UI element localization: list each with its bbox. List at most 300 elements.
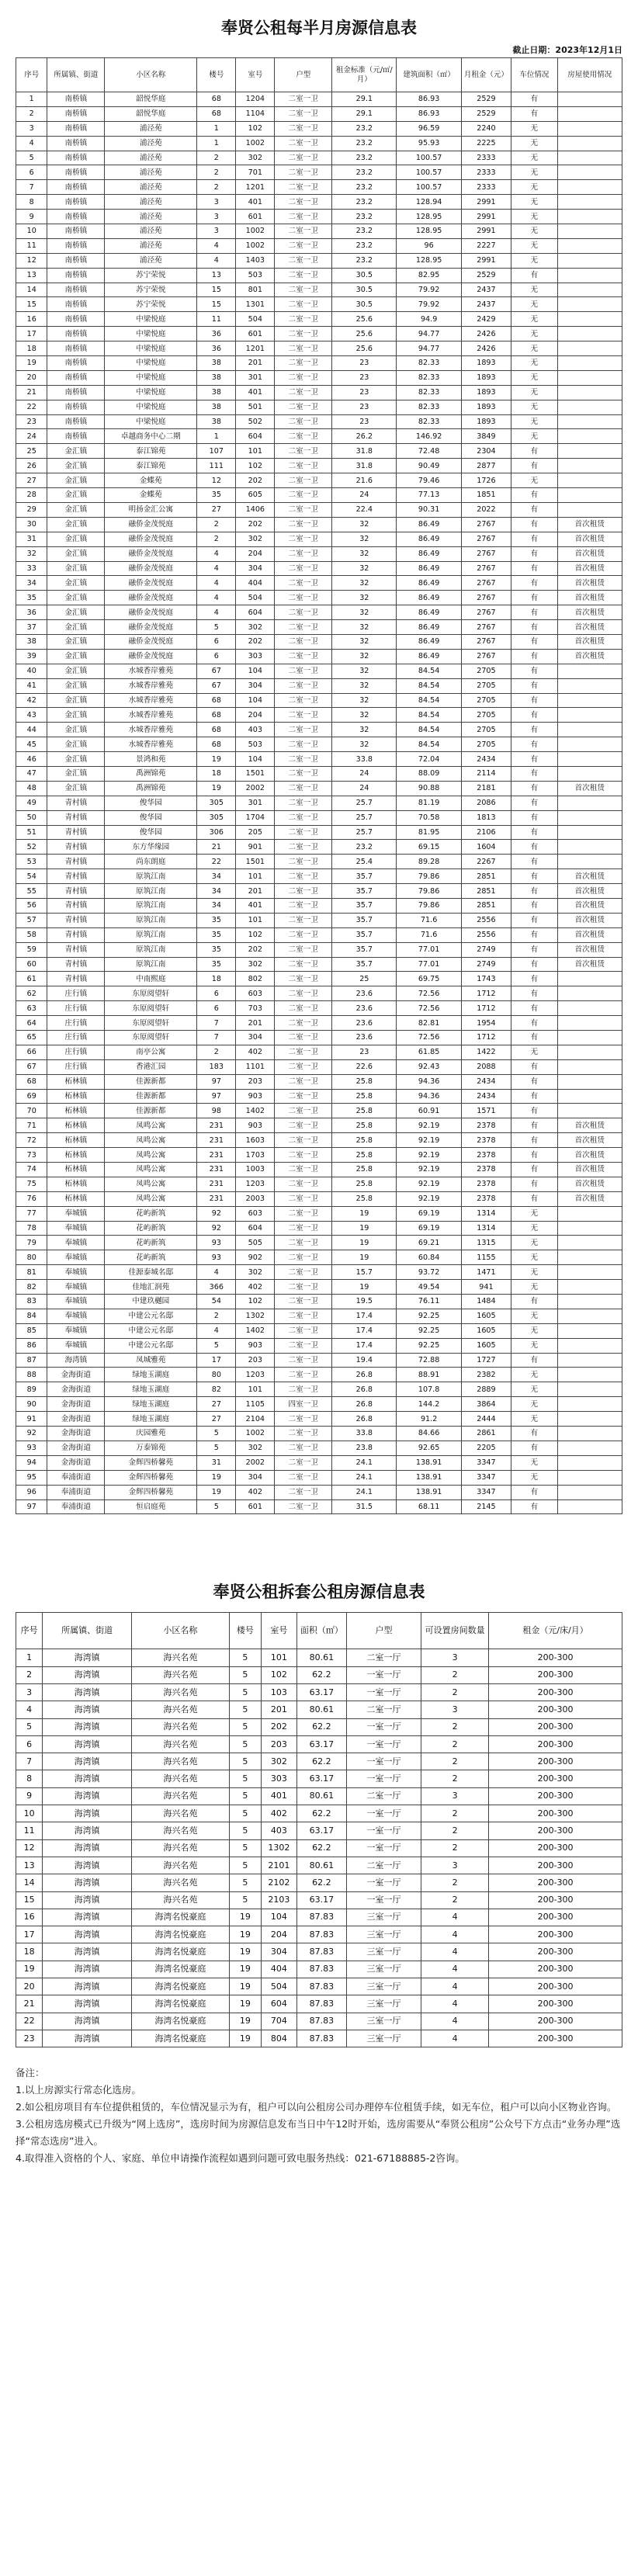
table-cell: 一室一厅 — [346, 1874, 421, 1891]
table-cell: 183 — [197, 1059, 236, 1074]
table-cell: 103 — [262, 1683, 297, 1701]
table-cell: 1501 — [236, 855, 275, 869]
table-cell: 36 — [197, 342, 236, 356]
table-cell — [557, 370, 622, 385]
table-cell: 366 — [197, 1280, 236, 1295]
table-cell: 24 — [332, 488, 397, 503]
table-cell: 无 — [511, 385, 558, 400]
table-cell: 49 — [16, 796, 47, 810]
table-cell: 22 — [16, 2013, 43, 2030]
table-cell: 93 — [197, 1250, 236, 1265]
table-cell: 有 — [511, 532, 558, 546]
table-cell: 87.83 — [296, 1961, 346, 1978]
table-cell: 有 — [511, 840, 558, 855]
table-cell: 92.19 — [397, 1177, 461, 1191]
table-cell: 二室一卫 — [275, 1191, 332, 1206]
table-row — [16, 210, 622, 224]
table-cell — [557, 1499, 622, 1514]
table-cell: 有 — [511, 1031, 558, 1045]
table-cell: 15.7 — [332, 1265, 397, 1280]
table-cell: 4 — [197, 605, 236, 620]
table-cell: 60.91 — [397, 1104, 461, 1118]
table-cell: 231 — [197, 1118, 236, 1133]
table-cell: 63.17 — [296, 1822, 346, 1839]
table-cell: 5 — [229, 1683, 261, 1701]
table-cell: 二室一卫 — [275, 356, 332, 371]
table-cell: 2 — [421, 1753, 489, 1770]
table-cell: 32 — [332, 561, 397, 576]
table-cell: 5 — [197, 620, 236, 635]
table-cell: 有 — [511, 1427, 558, 1441]
table-cell: 金汇镇 — [47, 737, 105, 752]
table-cell: 25.8 — [332, 1191, 397, 1206]
table-cell: 海兴名苑 — [131, 1857, 229, 1874]
table-cell: 32 — [332, 723, 397, 737]
table-row — [16, 591, 622, 605]
table-cell: 138.91 — [397, 1485, 461, 1499]
table-cell: 有 — [511, 1059, 558, 1074]
table-cell — [557, 1104, 622, 1118]
table-cell: 无 — [511, 1382, 558, 1397]
table-cell: 2378 — [461, 1148, 511, 1163]
table-cell: 90 — [16, 1397, 47, 1412]
table-cell: 1712 — [461, 1031, 511, 1045]
table-cell: 金汇镇 — [47, 605, 105, 620]
table-cell: 3347 — [461, 1455, 511, 1470]
table-cell — [557, 1089, 622, 1104]
table-cell: 32 — [332, 664, 397, 678]
table-cell: 二室一厅 — [346, 1701, 421, 1718]
table-cell: 恒启庭苑 — [105, 1499, 197, 1514]
table-cell: 中南熙庭 — [105, 972, 197, 986]
table-cell: 有 — [511, 913, 558, 927]
table-cell: 金汇镇 — [47, 546, 105, 561]
table-cell: 二室一卫 — [275, 766, 332, 781]
table-cell — [557, 810, 622, 825]
table-row — [16, 151, 622, 165]
table-cell: 2088 — [461, 1059, 511, 1074]
table-cell — [557, 1236, 622, 1250]
table-cell: 5 — [229, 1787, 261, 1805]
table-cell: 2767 — [461, 634, 511, 649]
table-cell: 128.95 — [397, 253, 461, 268]
table-cell: 二室一卫 — [275, 1368, 332, 1382]
table-cell: 231 — [197, 1148, 236, 1163]
table-cell: 2022 — [461, 502, 511, 517]
column-header: 小区名称 — [105, 58, 197, 92]
table-cell: 24.1 — [332, 1485, 397, 1499]
table-cell: 7 — [16, 1753, 43, 1770]
table-cell: 二室一卫 — [275, 591, 332, 605]
table-cell: 南桥镇 — [47, 121, 105, 136]
table-cell: 94 — [16, 1455, 47, 1470]
table-cell: 5 — [197, 1499, 236, 1514]
table-cell: 33.8 — [332, 752, 397, 767]
table-cell: 87.83 — [296, 1926, 346, 1943]
table-cell: 402 — [236, 1485, 275, 1499]
table-cell: 86.49 — [397, 649, 461, 664]
table-cell: 首次租赁 — [557, 532, 622, 546]
table-cell: 二室一卫 — [275, 1250, 332, 1265]
table-cell: 31 — [16, 532, 47, 546]
table-row — [16, 1163, 622, 1177]
table-cell: 无 — [511, 1397, 558, 1412]
table-cell: 中建公元名邸 — [105, 1338, 197, 1353]
table-cell: 402 — [262, 1805, 297, 1822]
table-cell: 2 — [197, 151, 236, 165]
table-cell: 二室一卫 — [275, 752, 332, 767]
table-cell: 二室一卫 — [275, 180, 332, 195]
table-cell: 1201 — [236, 180, 275, 195]
table-cell: 1315 — [461, 1236, 511, 1250]
table-cell — [557, 855, 622, 869]
table-cell: 海湾镇 — [43, 1701, 132, 1718]
table-cell — [557, 678, 622, 693]
table-cell: 柘林镇 — [47, 1191, 105, 1206]
table-cell: 海湾名悦豪庭 — [131, 1961, 229, 1978]
table-cell: 2333 — [461, 180, 511, 195]
table-cell: 1402 — [236, 1104, 275, 1118]
table-cell: 33 — [16, 561, 47, 576]
table-row — [16, 1250, 622, 1265]
table-cell: 二室一卫 — [275, 121, 332, 136]
table-cell: 花屿新筑 — [105, 1236, 197, 1250]
table-cell: 海湾镇 — [43, 1822, 132, 1839]
table-cell: 金汇镇 — [47, 576, 105, 591]
table-cell: 200-300 — [489, 1874, 622, 1891]
table-cell: 1406 — [236, 502, 275, 517]
table-cell: 19 — [16, 1961, 43, 1978]
table-cell: 10 — [16, 1805, 43, 1822]
column-header: 月租金（元） — [461, 58, 511, 92]
table-cell — [557, 429, 622, 444]
table-row — [16, 855, 622, 869]
table-cell: 青村镇 — [47, 957, 105, 972]
sublet-listing-table — [16, 1612, 622, 2047]
table-cell: 景鸿和苑 — [105, 752, 197, 767]
table-row — [16, 898, 622, 913]
table-cell: 5 — [229, 1839, 261, 1857]
table-cell: 1002 — [236, 224, 275, 239]
table-cell: 二室一卫 — [275, 898, 332, 913]
table-cell: 2426 — [461, 342, 511, 356]
table-cell: 25.8 — [332, 1163, 397, 1177]
table-cell: 海兴名苑 — [131, 1718, 229, 1735]
table-cell: 俊华园 — [105, 810, 197, 825]
table-cell: 25.6 — [332, 327, 397, 342]
table-cell: 二室一卫 — [275, 620, 332, 635]
table-cell: 1501 — [236, 766, 275, 781]
table-cell: 融侨金茂悦庭 — [105, 532, 197, 546]
table-cell: 禹洲锦苑 — [105, 781, 197, 796]
table-cell: 海湾镇 — [47, 1353, 105, 1368]
table-cell: 有 — [511, 1118, 558, 1133]
table-cell: 96.59 — [397, 121, 461, 136]
table-row — [16, 634, 622, 649]
table-cell: 32 — [332, 605, 397, 620]
table-cell: 92.19 — [397, 1191, 461, 1206]
table-cell: 二室一卫 — [275, 1089, 332, 1104]
table-cell — [557, 92, 622, 107]
table-cell: 38 — [197, 414, 236, 429]
table-cell: 苏宁荣悦 — [105, 283, 197, 297]
table-cell: 2 — [421, 1683, 489, 1701]
table-cell: 无 — [511, 1368, 558, 1382]
table-cell: 1726 — [461, 473, 511, 488]
table-cell: 1002 — [236, 136, 275, 151]
table-cell: 南桥镇 — [47, 297, 105, 312]
table-cell: 海兴名苑 — [131, 1666, 229, 1683]
table-cell: 金海街道 — [47, 1441, 105, 1455]
table-cell: 102 — [236, 927, 275, 942]
table-cell: 中梁悦庭 — [105, 342, 197, 356]
table-cell: 104 — [236, 693, 275, 708]
table-cell — [557, 1031, 622, 1045]
table-cell: 23.2 — [332, 121, 397, 136]
table-cell: 海湾名悦豪庭 — [131, 1909, 229, 1926]
table-cell: 1893 — [461, 400, 511, 414]
table-cell: 5 — [229, 1874, 261, 1891]
table-cell: 86.49 — [397, 591, 461, 605]
table-cell: 6 — [16, 1735, 43, 1753]
table-cell: 603 — [236, 986, 275, 1001]
table-cell: 17 — [16, 1926, 43, 1943]
table-cell: 35.7 — [332, 957, 397, 972]
table-cell: 中建公元名邸 — [105, 1323, 197, 1338]
table-cell: 69.19 — [397, 1221, 461, 1236]
table-cell: 1893 — [461, 414, 511, 429]
table-cell: 卓越商务中心二期 — [105, 429, 197, 444]
table-cell: 二室一卫 — [275, 1031, 332, 1045]
table-row — [16, 1770, 622, 1787]
table-cell: 25.4 — [332, 855, 397, 869]
table-row — [16, 1295, 622, 1309]
table-cell: 2556 — [461, 927, 511, 942]
table-row — [16, 664, 622, 678]
table-row — [16, 1148, 622, 1163]
table-cell: 1101 — [236, 1059, 275, 1074]
table-cell: 44 — [16, 723, 47, 737]
table-cell: 二室一卫 — [275, 414, 332, 429]
table-row — [16, 136, 622, 151]
table-cell: 有 — [511, 737, 558, 752]
table-cell: 138.91 — [397, 1455, 461, 1470]
table-cell — [557, 502, 622, 517]
table-cell: 23 — [332, 370, 397, 385]
table-cell: 76 — [16, 1191, 47, 1206]
table-cell: 72.88 — [397, 1353, 461, 1368]
table-cell: 3864 — [461, 1397, 511, 1412]
table-cell: 浦泾苑 — [105, 210, 197, 224]
table-cell: 22.4 — [332, 502, 397, 517]
table-cell: 融侨金茂悦庭 — [105, 546, 197, 561]
table-cell: 92.65 — [397, 1441, 461, 1455]
table-cell: 海湾镇 — [43, 1839, 132, 1857]
table-cell: 海湾镇 — [43, 1926, 132, 1943]
table-cell: 有 — [511, 781, 558, 796]
table-cell: 海湾镇 — [43, 1857, 132, 1874]
table-cell: 南桥镇 — [47, 327, 105, 342]
table-cell — [557, 1427, 622, 1441]
table-cell: 62 — [16, 986, 47, 1001]
table-cell: 62.2 — [296, 1874, 346, 1891]
table-cell: 4 — [197, 561, 236, 576]
table-cell: 无 — [511, 224, 558, 239]
table-cell: 200-300 — [489, 1891, 622, 1909]
table-cell: 二室一卫 — [275, 796, 332, 810]
column-header: 车位情况 — [511, 58, 558, 92]
table-row — [16, 1221, 622, 1236]
table-cell: 有 — [511, 855, 558, 869]
table-cell: 有 — [511, 488, 558, 503]
table-cell: 金汇镇 — [47, 473, 105, 488]
table-cell — [557, 151, 622, 165]
table-cell: 74 — [16, 1163, 47, 1177]
table-cell: 82.33 — [397, 356, 461, 371]
table-cell: 融侨金茂悦庭 — [105, 605, 197, 620]
table-cell: 5 — [229, 1822, 261, 1839]
table-cell: 无 — [511, 195, 558, 210]
table-cell: 94.36 — [397, 1089, 461, 1104]
table-cell: 202 — [236, 517, 275, 532]
table-cell: 有 — [511, 605, 558, 620]
table-cell: 二室一卫 — [275, 927, 332, 942]
table-cell: 2767 — [461, 546, 511, 561]
table-cell: 佳源新都 — [105, 1104, 197, 1118]
table-cell: 21 — [197, 840, 236, 855]
table-cell: 91.2 — [397, 1412, 461, 1427]
table-cell: 19 — [332, 1250, 397, 1265]
table-row — [16, 2013, 622, 2030]
table-cell: 有 — [511, 1295, 558, 1309]
table-cell: 韶悦华庭 — [105, 106, 197, 121]
table-row — [16, 1016, 622, 1031]
table-cell: 浦泾苑 — [105, 224, 197, 239]
table-cell: 庄行镇 — [47, 1016, 105, 1031]
table-cell: 72.56 — [397, 1001, 461, 1016]
table-cell: 202 — [236, 473, 275, 488]
table-cell: 86.49 — [397, 561, 461, 576]
table-cell: 71.6 — [397, 913, 461, 927]
table-cell: 94.9 — [397, 312, 461, 327]
table-cell: 4 — [421, 1961, 489, 1978]
table-cell: 2861 — [461, 1427, 511, 1441]
table-cell: 凤鸣公寓 — [105, 1163, 197, 1177]
table-row — [16, 1397, 622, 1412]
table-cell: 88.91 — [397, 1368, 461, 1382]
table-cell: 1712 — [461, 1001, 511, 1016]
table-cell: 55 — [16, 884, 47, 899]
table-cell: 二室一卫 — [275, 986, 332, 1001]
table-row — [16, 312, 622, 327]
table-cell: 一室一厅 — [346, 1805, 421, 1822]
table-cell: 一室一厅 — [346, 1822, 421, 1839]
table-row — [16, 2030, 622, 2047]
table-cell: 融侨金茂悦庭 — [105, 576, 197, 591]
table-cell: 92.19 — [397, 1133, 461, 1148]
table-cell: 93 — [197, 1236, 236, 1250]
table-cell: 84.54 — [397, 693, 461, 708]
table-cell: 37 — [16, 620, 47, 635]
table-cell: 有 — [511, 444, 558, 459]
table-cell: 东原阅望轩 — [105, 1031, 197, 1045]
table-cell: 2378 — [461, 1133, 511, 1148]
notes-heading: 备注： — [16, 2067, 45, 2079]
table-cell: 2529 — [461, 92, 511, 107]
table-cell: 26.8 — [332, 1382, 397, 1397]
table-cell: 67 — [197, 678, 236, 693]
table-cell: 5 — [229, 1701, 261, 1718]
table-cell: 中梁悦庭 — [105, 414, 197, 429]
table-cell: 有 — [511, 1104, 558, 1118]
table-cell: 1302 — [236, 1309, 275, 1323]
table-cell: 凤城雅苑 — [105, 1353, 197, 1368]
sublet-table-title: 奉贤公租拆套公租房源信息表 — [213, 1582, 425, 1602]
table-cell — [557, 342, 622, 356]
table-cell: 二室一卫 — [275, 92, 332, 107]
table-cell — [557, 1470, 622, 1485]
table-cell: 融侨金茂悦庭 — [105, 649, 197, 664]
table-cell: 101 — [236, 869, 275, 884]
table-cell: 72.56 — [397, 1031, 461, 1045]
table-cell — [557, 1368, 622, 1382]
table-cell: 二室一卫 — [275, 1074, 332, 1089]
table-cell: 海湾镇 — [43, 1718, 132, 1735]
table-cell: 中梁悦庭 — [105, 400, 197, 414]
table-row — [16, 723, 622, 737]
table-row — [16, 1499, 622, 1514]
table-cell: 首次租赁 — [557, 546, 622, 561]
table-cell: 97 — [16, 1499, 47, 1514]
table-cell: 47 — [16, 766, 47, 781]
table-cell: 明扬金汇公寓 — [105, 502, 197, 517]
table-cell: 19 — [197, 1485, 236, 1499]
table-cell: 2434 — [461, 752, 511, 767]
table-cell: 70.58 — [397, 810, 461, 825]
column-header: 户型 — [275, 58, 332, 92]
table-row — [16, 1753, 622, 1770]
table-row — [16, 1995, 622, 2013]
table-cell: 100.57 — [397, 165, 461, 180]
table-cell: 金汇镇 — [47, 766, 105, 781]
table-row — [16, 810, 622, 825]
table-cell: 2991 — [461, 195, 511, 210]
table-cell — [557, 385, 622, 400]
table-cell: 23.2 — [332, 136, 397, 151]
table-cell: 东原阅望轩 — [105, 986, 197, 1001]
table-cell: 200-300 — [489, 1857, 622, 1874]
table-cell: 92.25 — [397, 1338, 461, 1353]
table-row — [16, 1118, 622, 1133]
table-cell: 6 — [197, 1001, 236, 1016]
table-row — [16, 532, 622, 546]
table-cell: 南桥镇 — [47, 106, 105, 121]
table-cell: 77.13 — [397, 488, 461, 503]
table-cell: 41 — [16, 678, 47, 693]
table-cell: 2 — [197, 165, 236, 180]
table-cell: 23.2 — [332, 238, 397, 253]
table-cell: 金辉四桥馨苑 — [105, 1470, 197, 1485]
table-cell: 35.7 — [332, 898, 397, 913]
table-cell: 凤鸣公寓 — [105, 1133, 197, 1148]
table-cell: 101 — [262, 1649, 297, 1666]
table-cell: 2437 — [461, 283, 511, 297]
table-cell: 89.28 — [397, 855, 461, 869]
table-cell: 有 — [511, 869, 558, 884]
table-cell: 24.1 — [332, 1455, 397, 1470]
table-cell: 青村镇 — [47, 927, 105, 942]
table-row — [16, 1943, 622, 1961]
